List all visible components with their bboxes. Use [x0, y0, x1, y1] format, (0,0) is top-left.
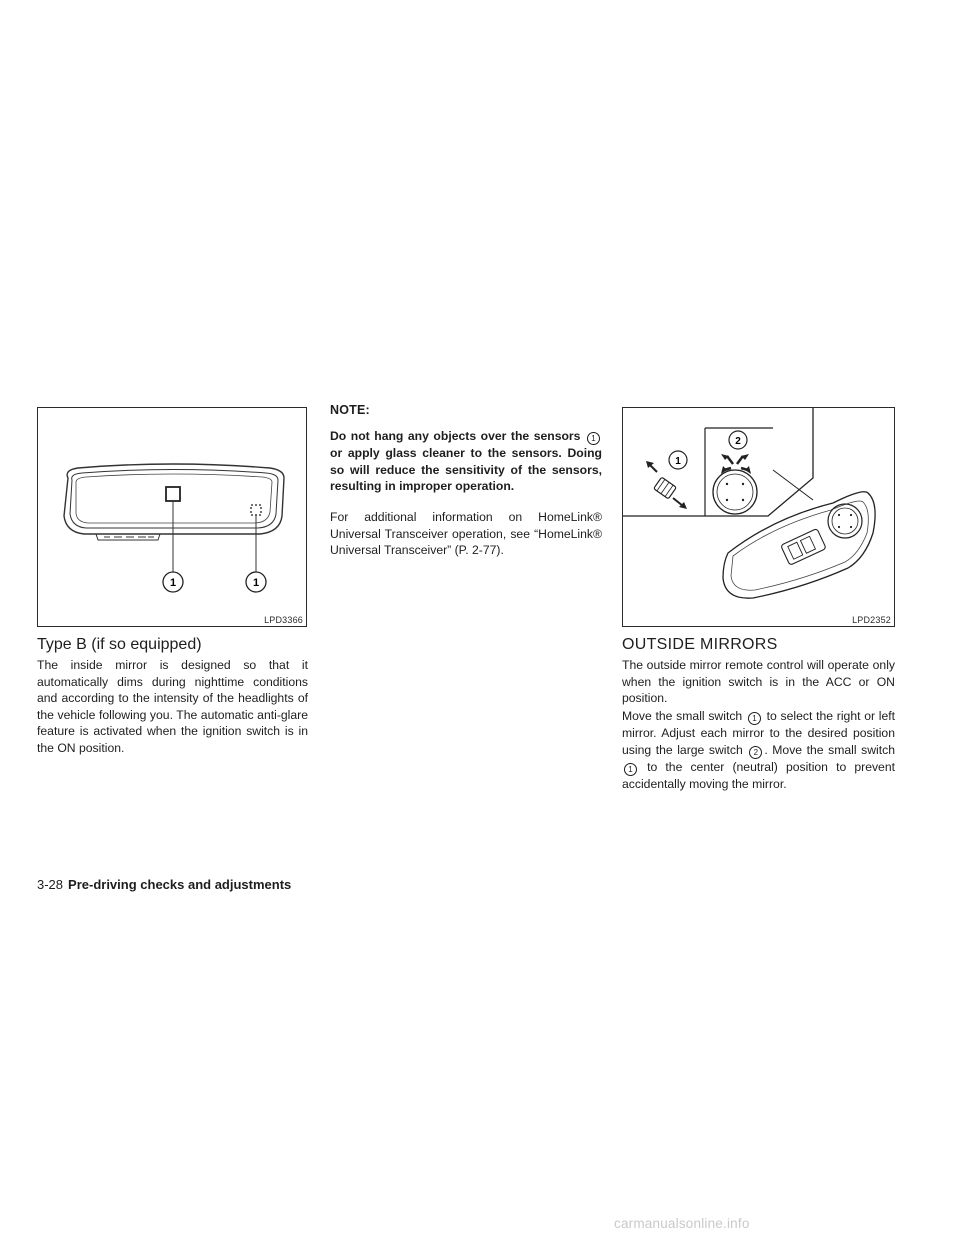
large-switch-ref-badge: 2	[749, 746, 762, 759]
type-b-heading: Type B (if so equipped)	[37, 636, 202, 653]
para2-text-b: to select the right or left mirror. Adjust each mirror to the desired position using the large switch	[622, 709, 896, 757]
note-warning-part1: Do not hang any objects over the sensors	[330, 429, 581, 443]
callout-1a-label: 1	[169, 577, 177, 589]
watermark: carmanualsonline.info	[614, 1216, 750, 1231]
note-warning	[330, 428, 602, 495]
sensor-ref-badge: 1	[587, 432, 600, 445]
page-number: 3-28	[37, 877, 64, 892]
outside-mirror-switch-figure	[622, 407, 895, 627]
note-warning-part2: or apply glass cleaner to the sensors. Doing so will reduce the sensitivity of the sensors, resulting in improper operation.	[330, 446, 602, 494]
small-switch-ref-badge-2: 1	[624, 763, 637, 776]
inside-mirror-illustration	[38, 408, 306, 626]
outside-mirrors-para2	[622, 708, 895, 792]
callout-1-label: 1	[675, 456, 681, 467]
callout-1b-label: 1	[252, 577, 260, 589]
para2-text-d: to the center (neutral) position to prevent accidentally moving the mirror.	[622, 759, 896, 791]
homelink-reference: For additional information on HomeLink® Universal Transceiver operation, see “HomeLink® Universal Transceiver” (P. 2-77).	[330, 510, 602, 558]
section-title: Pre-driving checks and adjustments	[68, 877, 292, 892]
page-footer	[37, 877, 291, 892]
outside-mirrors-para1: The outside mirror remote control will operate only when the ignition switch is in the ACC or ON position.	[622, 658, 895, 706]
callout-2-label: 2	[735, 436, 741, 447]
note-heading: NOTE:	[330, 403, 370, 417]
para2-text-c: . Move the small switch	[764, 742, 895, 757]
inside-mirror-figure	[37, 407, 307, 627]
para2-text-a: Move the small switch	[622, 709, 743, 723]
mirror-switch-illustration	[623, 408, 894, 626]
outside-mirrors-heading: OUTSIDE MIRRORS	[622, 636, 778, 653]
figure-code: LPD3366	[264, 615, 303, 625]
type-b-body: The inside mirror is designed so that it automatically dims during nighttime conditions and according to the intensity of the headlights of the vehicle following you. The automatic anti-glare feature is activated when the ignition switch is in the ON position.	[37, 658, 308, 755]
figure-code: LPD2352	[852, 615, 891, 625]
small-switch-ref-badge: 1	[748, 712, 761, 725]
